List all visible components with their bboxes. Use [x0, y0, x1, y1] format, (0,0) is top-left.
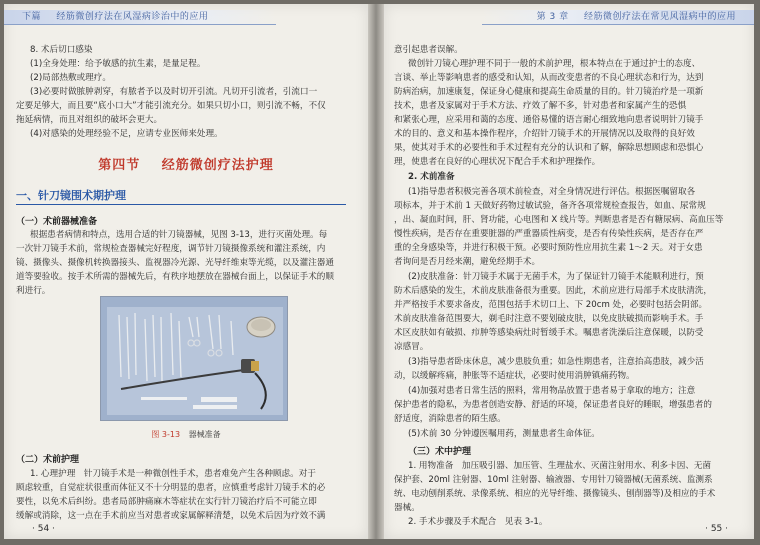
intra-line-4: 器械。 [394, 503, 420, 513]
book-gutter [368, 4, 384, 539]
subheading-preop-care: （二）术前护理 [16, 455, 80, 465]
left-line-3: (2)局部热敷或理疗。 [30, 73, 111, 83]
prep-line-18: (5)术前 30 分钟遵医嘱用药，测量患者生命体征。 [408, 429, 600, 439]
intra-line-1: 1. 用物准备 加压吸引器、加压管、生理盐水、灭菌注射用水、利多卡因、无菌 [408, 461, 712, 471]
item-preop-prep: 2. 术前准备 [408, 172, 455, 182]
right-page [384, 4, 754, 539]
right-line-3: 言谈、举止等影响患者的感受和认知，从而改变患者的不良心理状态和行为，达到 [394, 73, 704, 83]
prep-line-13: (3)指导患者卧床休息，减少患肢负重；如急性期患者，注意抬高患肢，减少活 [408, 357, 704, 367]
left-mid-line-3: 镜、摄像头、摄像机转换器接头、监视器冷光源、光导纤维束等光缆，以及灌注器通 [16, 258, 334, 268]
figure-title: 器械准备 [188, 430, 221, 439]
left-bottom-line-1: 1. 心理护理 针刀镜手术是一种微创性手术，患者难免产生各种顾虑。对于 [30, 469, 316, 479]
right-line-4: 防病治病，加速康复，保证身心健康和提高生命质量的目的。针刀镜治疗是一项新 [394, 87, 704, 97]
right-page-number: · 55 · [705, 524, 728, 534]
prep-line-4: 慢性疾病，是否存在重要脏器的严重器质性病变，是否有传染性疾病，是否存在严 [394, 229, 704, 239]
figure-caption [4, 429, 368, 440]
subheading-intraop-care: （三）术中护理 [408, 447, 472, 457]
right-running-header [482, 10, 754, 25]
left-line-6: 拖延病情，而且对组织的破坏会更大。 [16, 115, 163, 125]
left-bottom-line-2: 顾虑较重，自觉症状很重而体征又不十分明显的患者，应慎重考虑针刀镜手术的必 [16, 483, 326, 493]
left-line-2: (1)全身处理：给予敏感的抗生素，是量足程。 [30, 59, 206, 69]
section-name: 经筋微创疗法护理 [161, 158, 274, 173]
left-header-part: 下篇 [22, 12, 42, 22]
figure-number: 图 3-13 [151, 430, 181, 439]
left-header-title: 经筋微创疗法在风湿病诊治中的应用 [56, 12, 209, 22]
prep-line-3: ，出、凝血时间，肝、肾功能，心电图和 X 线片等。判断患者是否有糖尿病、高血压等 [394, 215, 724, 225]
right-header-title: 经筋微创疗法在常见风湿病中的应用 [583, 12, 736, 22]
left-bottom-line-3: 要性，以免术后纠纷。患者局部肿痛麻木等症状在实行针刀镜治疗后不可能立即 [16, 497, 317, 507]
left-mid-line-2: 一次针刀镜手术前，常规检查器械完好程度，调节针刀镜摄像系统和灌注系统，内 [16, 244, 326, 254]
left-line-7: (4)对感染的处理经验不足，应请专业医师来处理。 [30, 129, 223, 139]
instrument-illustration [101, 297, 287, 420]
prep-line-5: 重的全身感染等，并进行积极干预。必要时预防性应用抗生素 1～2 天。对于女患 [394, 243, 703, 253]
left-line-5: 定要足够大，而且要“底小口大”才能引流充分。如果只切小口，则引流不畅，不仅 [16, 101, 326, 111]
right-header-chapter: 第 3 章 [536, 12, 569, 22]
left-mid-line-1: 根据患者病情和特点，选用合适的针刀镜器械，见图 3-13，进行灭菌处理。每 [30, 230, 328, 240]
right-line-2: 微创针刀镜心理护理不同于一般的术前护理，根本特点在于通过护士的态度、 [408, 59, 701, 69]
section-title [4, 154, 368, 173]
prep-line-14: 动，以缓解疼痛，肿胀等不适症状，必要时使用消肿镇痛药物。 [394, 371, 635, 381]
right-line-7: 术的目的、意义和基本操作程序，介绍针刀镜手术的开展情况以及取得的良好效 [394, 129, 695, 139]
right-line-1: 意引起患者误解。 [394, 45, 463, 55]
prep-line-6: 者询问是否月经来潮，避免经期手术。 [394, 257, 541, 267]
prep-line-1: (1)指导患者积极完善各项术前检查，对全身情况进行评估。根据医嘱留取各 [408, 187, 696, 197]
right-line-5: 技术，患者及家属对于手术方法、疗效了解不多，针对患者和家属产生的恐惧 [394, 101, 687, 111]
left-mid-line-4: 道等要验收。按手术所需的器械先后，有秩序地摆放在器械台面上，以保证手术的顺 [16, 272, 334, 282]
prep-line-16: 保护患者的隐私，为患者创造安静、舒适的环境，保证患者良好的睡眠，增强患者的 [394, 400, 712, 410]
right-line-8: 果，使其对手术的必要性和手术过程有充分的认识和了解，解除思想顾虑和恐惧心 [394, 143, 704, 153]
prep-line-10: 术前皮肤准备范围要大，剃毛时注意不要划破皮肤，以免皮肤破损而影响手术。手 [394, 314, 704, 324]
section-number: 第四节 [98, 158, 141, 173]
intra-line-3: 统、电动刨削系统、录像系统、相应的光导纤维、摄像镜头、刨削器等)及相应的手术 [394, 489, 716, 499]
prep-line-8: 防术后感染的发生，术前皮肤准备很为重要。因此，术前应进行局部手术皮肤清洗， [394, 286, 712, 296]
left-page-number: · 54 · [32, 524, 55, 534]
item-surgical-steps: 2. 手术步骤及手术配合 见表 3-1。 [408, 517, 548, 527]
prep-line-9: 并严格按手术要求备皮，范围包括手术切口上、下 20cm 处，必要时包括会阴部。 [394, 300, 708, 310]
subheading-instruments: （一）术前器械准备 [16, 217, 98, 227]
right-line-6: 和紧张心理，应采用和蔼的态度、通俗易懂的语言耐心细致地向患者说明针刀镜手 [394, 115, 704, 125]
right-line-9: 理，使患者在良好的心理状况下配合手术和护理操作。 [394, 157, 601, 167]
prep-line-12: 凉感冒。 [394, 342, 429, 352]
intra-line-2: 保护套、20ml 注射器、10ml 注射器、输液器、专用针刀镜器械(无菌系统、监测系 [394, 475, 713, 485]
instrument-photo [100, 296, 288, 421]
left-line-4: (3)必要时做脓肿剥穿，有脓者予以及时切开引流。凡切开引流者，引流口一 [30, 87, 318, 97]
heading-underline [16, 204, 346, 205]
prep-line-11: 术区皮肤如有破损、疖肿等感染病灶时暂缓手术。嘱患者洗澡后注意保暖，以防受 [394, 328, 704, 338]
left-page [4, 4, 368, 539]
left-running-header [4, 10, 276, 25]
prep-line-17: 舒适度，消除患者的陌生感。 [394, 414, 506, 424]
prep-line-7: (2)皮肤准备：针刀镜手术属于无菌手术，为了保证针刀镜手术能顺利进行，预 [408, 272, 704, 282]
heading-perioperative: 一、针刀镜围术期护理 [16, 189, 126, 202]
left-mid-line-5: 利进行。 [16, 286, 51, 296]
prep-line-2: 项标本，并于术前 1 天做好药物过敏试验，备齐各项常规检查报告，如血、尿常规 [394, 201, 706, 211]
left-line-1: 8. 术后切口感染 [30, 45, 93, 55]
prep-line-15: (4)加强对患者日常生活的照料，常用物品放置于患者易于拿取的地方；注意 [408, 386, 696, 396]
left-bottom-line-4: 缓解或消除，这一点在手术前应当对患者或家属解释清楚，以免术后因为疗效不满 [16, 511, 326, 521]
